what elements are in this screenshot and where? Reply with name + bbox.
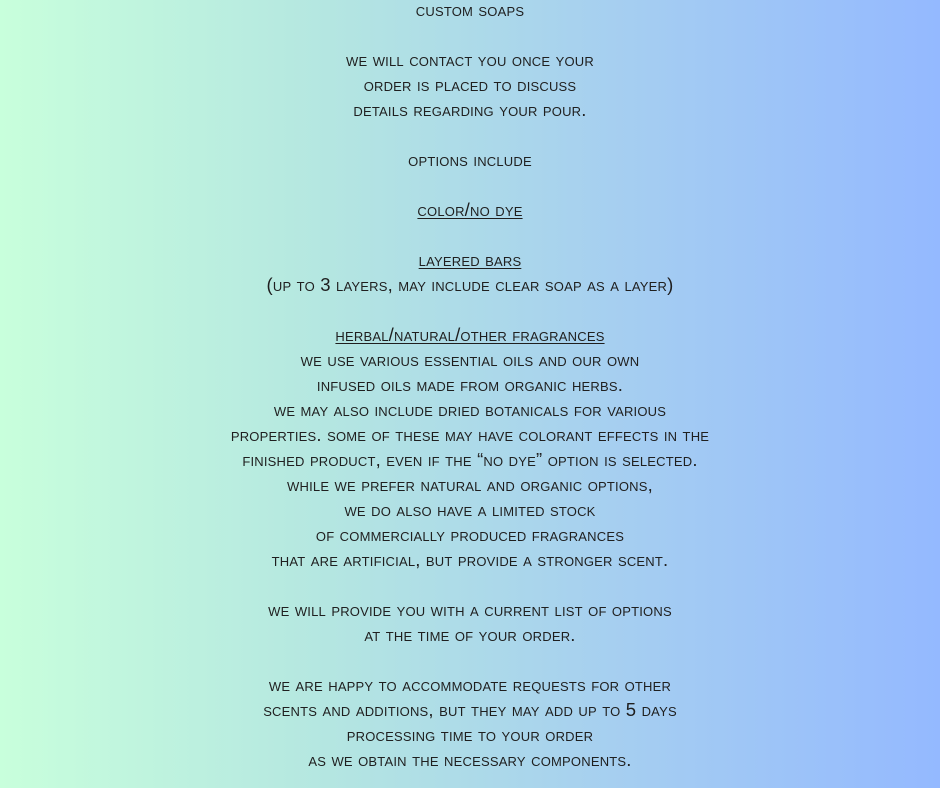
fragrances-line: that are artificial, but provide a stronger scent. xyxy=(271,549,669,570)
intro-line: order is placed to discuss xyxy=(363,74,577,95)
intro-line: we will contact you once your xyxy=(346,49,594,70)
layered-bars-note: (up to 3 layers, may include clear soap as a layer) xyxy=(266,274,674,295)
spacer xyxy=(0,222,940,247)
requests-line: processing time to your order xyxy=(346,724,594,745)
fragrances-line: infused oils made from organic herbs. xyxy=(316,374,624,395)
page-title: custom soaps xyxy=(415,0,525,20)
layered-bars-item xyxy=(0,247,940,272)
fragrances-line: we may also include dried botanicals for various xyxy=(273,399,667,420)
fragrances-line: we do also have a limited stock xyxy=(344,499,596,520)
layered-bars-heading: layered bars xyxy=(418,249,522,270)
fragrances-line: of commercially produced fragrances xyxy=(315,524,625,545)
fragrances-item xyxy=(0,322,940,347)
fragrances-heading: herbal/natural/other fragrances xyxy=(335,324,605,345)
spacer xyxy=(0,647,940,672)
requests-line: we are happy to accommodate requests for other xyxy=(268,674,672,695)
spacer xyxy=(0,297,940,322)
fragrances-line: properties. some of these may have colorant effects in the xyxy=(230,424,710,445)
color-option-item xyxy=(0,197,940,222)
fragrances-line: while we prefer natural and organic options, xyxy=(287,474,653,495)
color-option-label: color/no dye xyxy=(417,199,523,220)
intro-line: details regarding your pour. xyxy=(353,99,587,120)
requests-line: as we obtain the necessary components. xyxy=(308,749,632,770)
requests-line: scents and additions, but they may add up to 5 days xyxy=(263,699,677,720)
spacer xyxy=(0,572,940,597)
spacer xyxy=(0,122,940,147)
options-list-line: we will provide you with a current list of options xyxy=(268,599,672,620)
spacer xyxy=(0,22,940,47)
fragrances-line: we use various essential oils and our own xyxy=(300,349,640,370)
spacer xyxy=(0,172,940,197)
fragrances-line: finished product, even if the “no dye” option is selected. xyxy=(242,449,698,470)
options-heading: options include xyxy=(408,149,532,170)
options-list-line: at the time of your order. xyxy=(364,624,576,645)
